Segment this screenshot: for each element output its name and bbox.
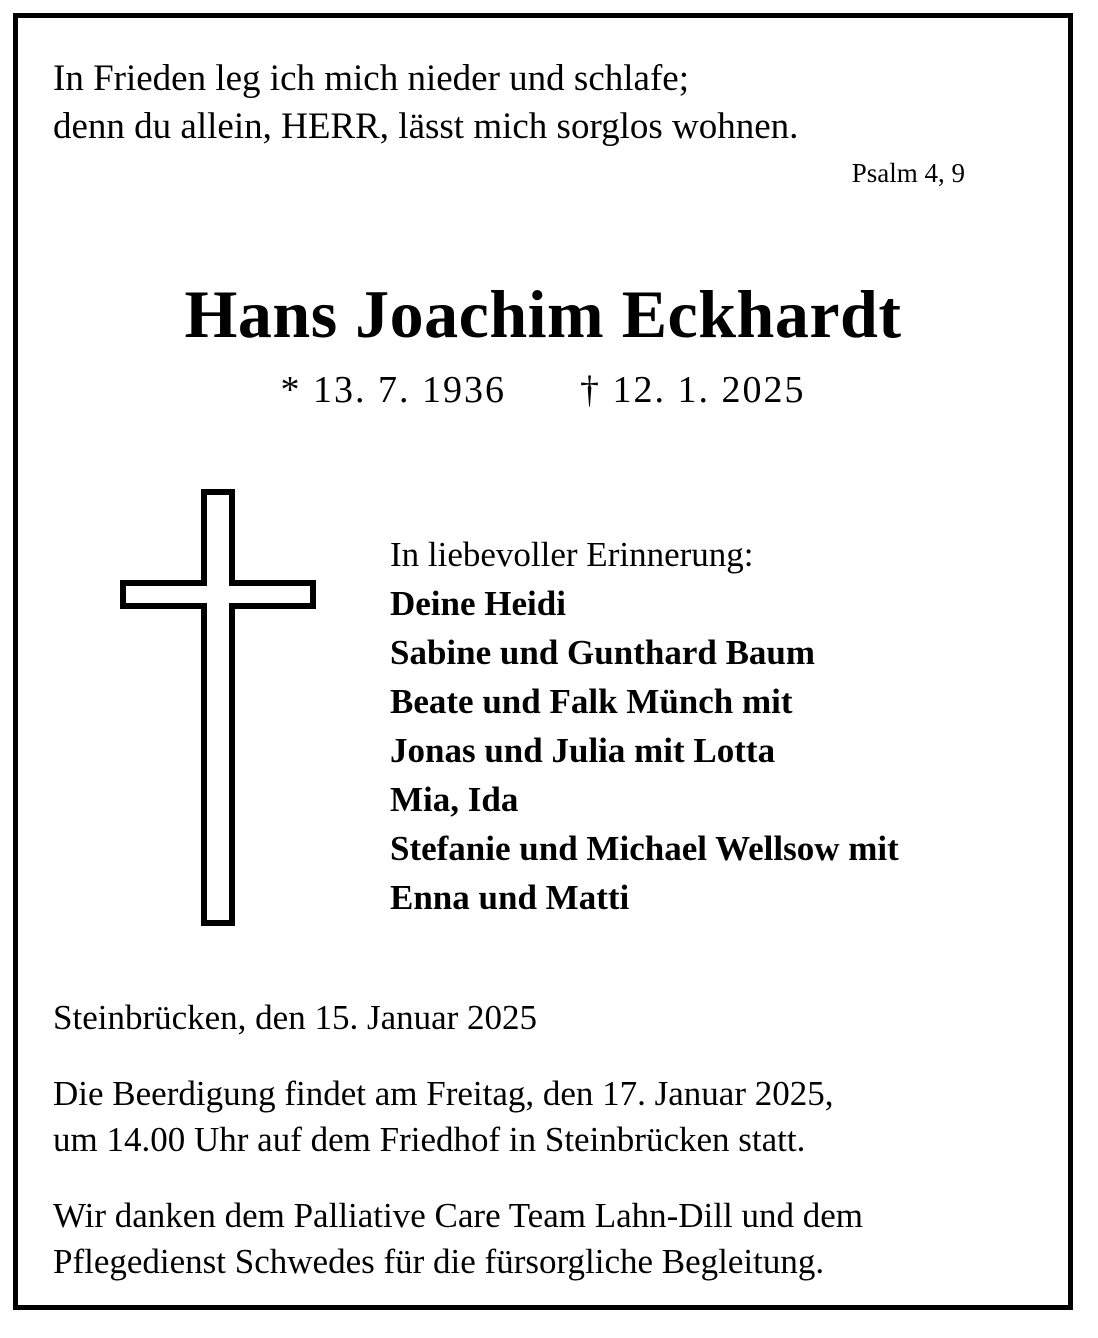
death-date: † 12. 1. 2025 [580,369,806,411]
mourner-line: Beate und Falk Münch mit [390,682,793,721]
obituary-notice-card [13,13,1073,1310]
funeral-details-paragraph [53,1071,1053,1163]
birth-date: * 13. 7. 1936 [280,369,506,411]
thanks-line-1: Wir danken dem Palliative Care Team Lahn-Dill und dem [53,1196,863,1235]
place-and-date: Steinbrücken, den 15. Januar 2025 [53,998,538,1037]
scripture-verse-block [53,55,1013,189]
life-dates-row [18,367,1068,413]
footer-block [53,995,1053,1285]
deceased-name: Hans Joachim Eckhardt [184,276,902,352]
mourner-line: Sabine und Gunthard Baum [390,633,816,672]
funeral-details-line-2: um 14.00 Uhr auf dem Friedhof in Steinbrücken statt. [53,1120,806,1159]
mourner-line: Deine Heidi [390,584,566,623]
verse-line-2: denn du allein, HERR, lässt mich sorglos wohnen. [53,106,799,147]
verse-line-1: In Frieden leg ich mich nieder und schlafe; [53,58,689,99]
latin-cross-icon [98,473,328,938]
mourners-block [390,530,1060,922]
deceased-name-block [18,273,1068,413]
mourner-line: Stefanie und Michael Wellsow mit [390,829,899,868]
mourner-line: Mia, Ida [390,780,519,819]
mourners-heading: In liebevoller Erinnerung: [390,535,754,574]
thanks-line-2: Pflegedienst Schwedes für die fürsorgliche Begleitung. [53,1242,825,1281]
mourner-line: Jonas und Julia mit Lotta [390,731,776,770]
thanks-paragraph [53,1193,1053,1285]
verse-source-attribution: Psalm 4, 9 [851,158,965,188]
funeral-details-line-1: Die Beerdigung findet am Freitag, den 17. Januar 2025, [53,1074,834,1113]
mourner-line: Enna und Matti [390,878,630,917]
